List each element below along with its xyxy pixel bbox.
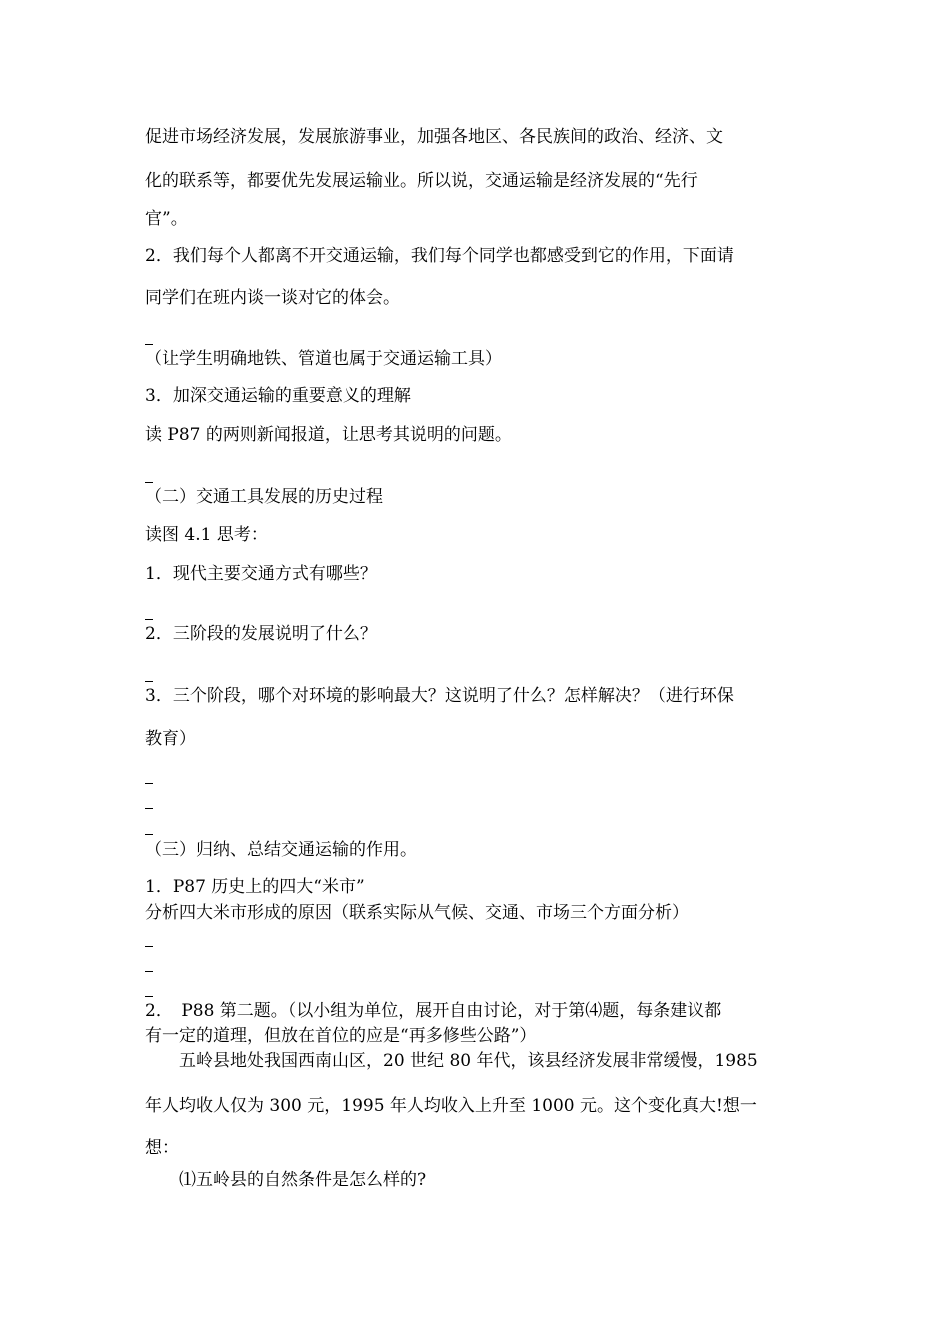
section-heading: （三）归纳、总结交通运输的作用。 (145, 840, 417, 860)
blank-line-marker (145, 834, 153, 835)
blank-line-marker (145, 681, 153, 682)
question-line: 3．三个阶段，哪个对环境的影响最大？这说明了什么？怎样解决？（进行环保 (145, 686, 734, 706)
section-heading: （二）交通工具发展的历史过程 (145, 487, 383, 507)
text-line: 教育） (145, 729, 196, 749)
text-line: 化的联系等，都要优先发展运输业。所以说，交通运输是经济发展的“先行 (145, 171, 698, 191)
text-line: 读图 4.1 思考： (145, 525, 268, 545)
blank-line-marker (145, 619, 153, 620)
blank-line-marker (145, 783, 153, 784)
blank-line-marker (145, 344, 153, 345)
question-line: ⑴五岭县的自然条件是怎么样的? (145, 1170, 427, 1190)
blank-line-marker (145, 482, 153, 483)
text-line: 2．我们每个人都离不开交通运输，我们每个同学也都感受到它的作用，下面请 (145, 246, 734, 266)
text-line: 官”。 (145, 209, 188, 229)
text-line: 分析四大米市形成的原因（联系实际从气候、交通、市场三个方面分析） (145, 903, 689, 923)
text-line: 促进市场经济发展，发展旅游事业，加强各地区、各民族间的政治、经济、文 (145, 127, 723, 147)
text-line: 3．加深交通运输的重要意义的理解 (145, 386, 411, 406)
blank-line-marker (145, 946, 153, 947)
text-line: 2． P88 第二题。（以小组为单位，展开自由讨论，对于第⑷题，每条建议都 (145, 1001, 722, 1021)
text-line: 五岭县地处我国西南山区，20 世纪 80 年代，该县经济发展非常缓慢，1985 (145, 1051, 758, 1071)
text-line: 同学们在班内谈一谈对它的体会。 (145, 288, 400, 308)
text-line: 年人均收人仅为 300 元，1995 年人均收入上升至 1000 元。这个变化真大!想一 (145, 1096, 757, 1116)
question-line: 2．三阶段的发展说明了什么？ (145, 624, 377, 644)
text-line: 想： (145, 1138, 179, 1158)
blank-line-marker (145, 808, 153, 809)
blank-line-marker (145, 996, 153, 997)
text-line: 1．P87 历史上的四大“米市” (145, 877, 365, 897)
question-line: 1．现代主要交通方式有哪些？ (145, 564, 377, 584)
text-line: （让学生明确地铁、管道也属于交通运输工具） (145, 349, 502, 369)
blank-line-marker (145, 971, 153, 972)
text-line: 读 P87 的两则新闻报道，让思考其说明的问题。 (145, 425, 512, 445)
text-line: 有一定的道理，但放在首位的应是“再多修些公路”） (145, 1026, 537, 1046)
